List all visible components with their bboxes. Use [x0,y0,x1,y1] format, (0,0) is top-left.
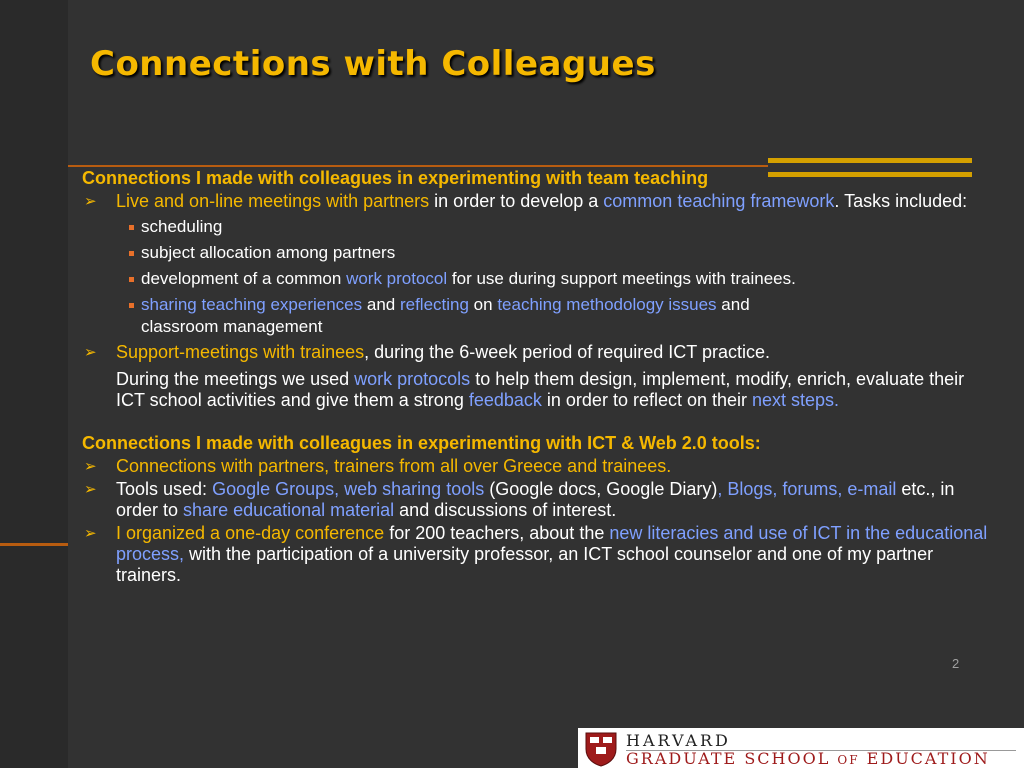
side-accent-line [0,543,68,546]
task-text: development of a common [141,269,347,288]
arrow-bullet-icon: ➢ [84,481,97,498]
bullet-text: share educational material [183,500,395,520]
task-text: teaching methodology issues [497,295,717,314]
task-text: on [468,295,498,314]
section1-bullet-support-meetings [82,342,997,363]
task-text: and [362,295,400,314]
task-text: scheduling [141,217,223,236]
arrow-bullet-icon: ➢ [84,525,97,542]
logo-text: OF [837,753,860,767]
task-text: reflecting [399,295,469,314]
paragraph-text: During the meetings we used [116,369,355,389]
task-list [82,216,997,316]
bullet-text: , Blogs, forums, e-mail [717,479,897,499]
harvard-logo [578,728,1024,768]
square-bullet-icon [129,277,134,282]
task-continuation: classroom management [141,317,323,336]
task-text: and [716,295,750,314]
logo-school-text [626,749,990,768]
bullet-text: . Tasks included: [834,191,968,211]
section2-bullet-connections [82,456,997,477]
bullet-text: Connections with partners, trainers from all over Greece and trainees. [116,456,672,476]
bullet-text: Google Groups, web sharing tools [212,479,485,499]
square-bullet-icon [129,303,134,308]
arrow-bullet-icon: ➢ [84,193,97,210]
paragraph-text: to help them design, implement, modify, enrich, evaluate their ICT school activities and give them a strong [116,369,965,410]
task-item-subject-allocation [82,242,997,264]
arrow-bullet-icon: ➢ [84,344,97,361]
bullet-text: Live and on-line meetings with partners [116,191,430,211]
bullet-text: for 200 teachers, about the [384,523,610,543]
square-bullet-icon [129,251,134,256]
bullet-text: etc., in order to [116,479,955,520]
paragraph-text: in order to reflect on their [541,390,753,410]
slide-content [82,168,997,586]
logo-harvard-text: HARVARD [626,731,731,750]
square-bullet-icon [129,225,134,230]
task-text: sharing teaching experiences [141,295,363,314]
bullet-text: in order to develop a [429,191,604,211]
bullet-text: with the participation of a university professor, an ICT school counselor and one of my partner trainers. [116,544,934,585]
task-text: for use during support meetings with trainees. [447,269,796,288]
arrow-bullet-icon: ➢ [84,458,97,475]
section2-bullet-conference [82,523,997,586]
support-meetings-paragraph [82,369,997,411]
task-text: work protocol [346,269,448,288]
bullet-text: Tools used: [116,479,213,499]
bullet-text: (Google docs, Google Diary) [484,479,718,499]
page-number: 2 [952,656,960,671]
left-panel [0,0,68,768]
paragraph-text: work protocols [354,369,471,389]
accent-bar-top [768,158,972,163]
section1-heading: Connections I made with colleagues in experimenting with team teaching [82,168,709,188]
bullet-text: common teaching framework [603,191,835,211]
paragraph-text: next steps. [752,390,840,410]
harvard-shield-icon [584,731,618,767]
section-gap [82,411,997,433]
section2-bullet-tools [82,479,997,521]
bullet-text: I organized a one-day conference [116,523,385,543]
section2-heading: Connections I made with colleagues in experimenting with ICT & Web 2.0 tools: [82,433,761,453]
task-item-work-protocol [82,268,997,290]
section1-bullet-meetings [82,191,997,212]
paragraph-text: feedback [468,390,542,410]
slide-title: Connections with Colleagues [90,44,656,84]
logo-text: GRADUATE SCHOOL [626,749,838,768]
task-item-sharing [82,294,997,316]
bullet-text: new literacies and use of ICT in the educational process, [116,523,988,564]
bullet-text: Support-meetings with trainees [116,342,365,362]
bullet-text: and discussions of interest. [394,500,617,520]
logo-text: EDUCATION [859,749,990,768]
task-item-scheduling [82,216,997,238]
title-underline [68,165,768,167]
task-text: subject allocation among partners [141,243,396,262]
bullet-text: , during the 6-week period of required ICT practice. [364,342,771,362]
